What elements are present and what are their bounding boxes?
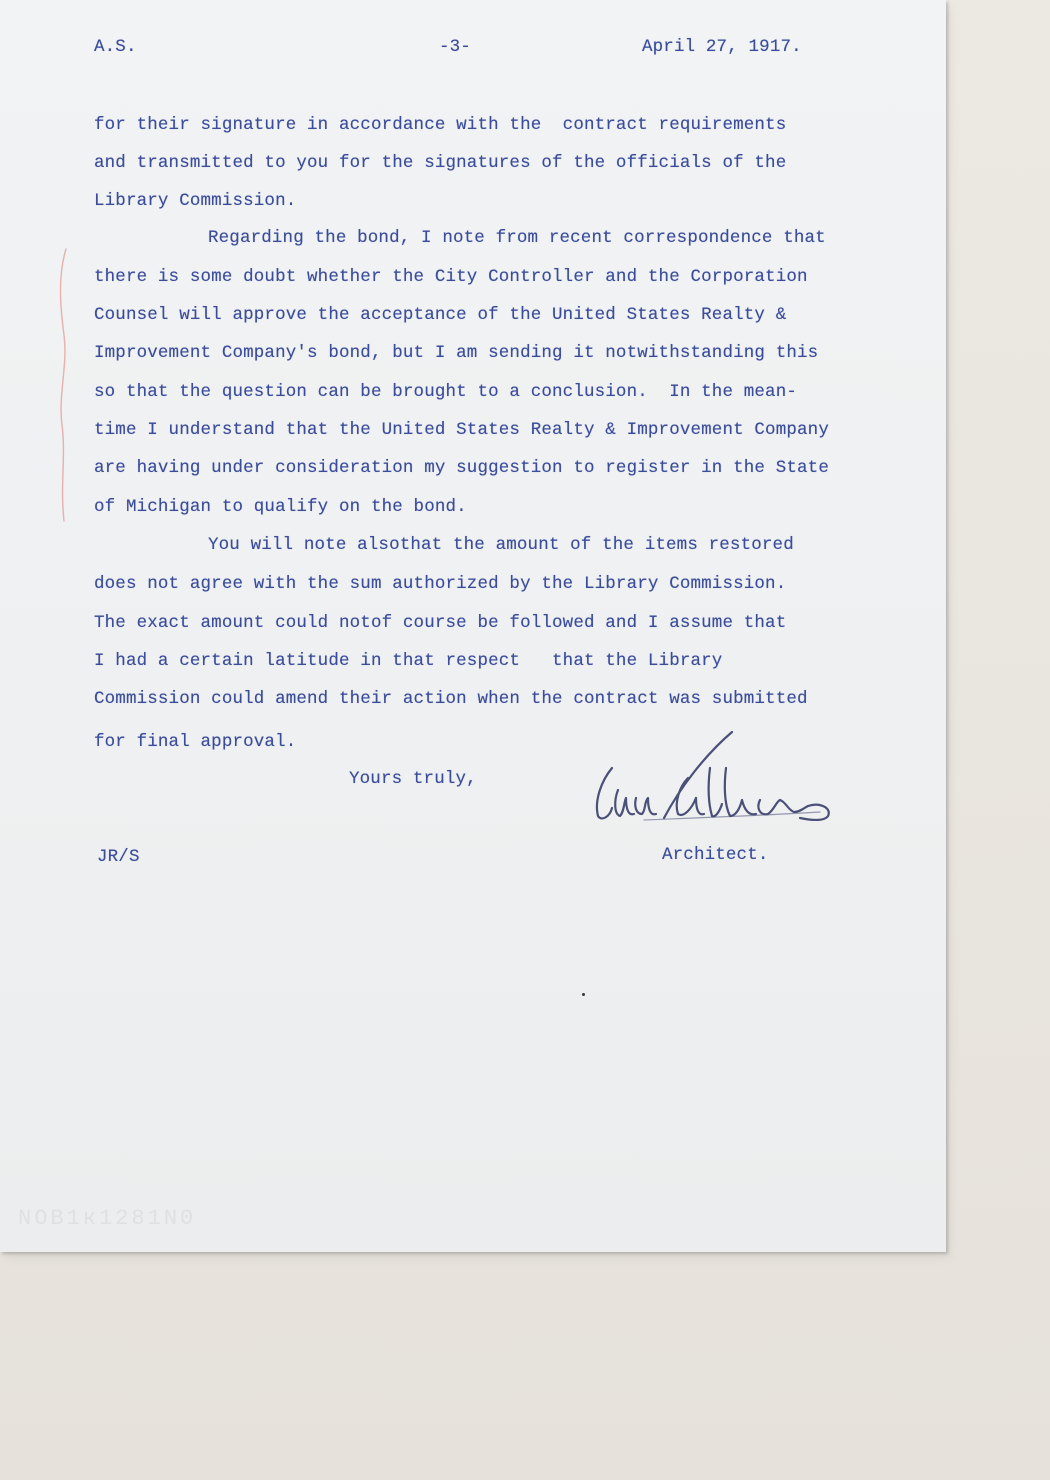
body-line: does not agree with the sum authorized by the Library Commission. bbox=[94, 574, 787, 594]
body-line: Regarding the bond, I note from recent correspondence that bbox=[208, 228, 826, 248]
typist-initials: JR/S bbox=[97, 847, 140, 867]
body-line: and transmitted to you for the signatures of the officials of the bbox=[94, 153, 787, 173]
reverse-side-bleed-through: NOB1к1281N0 bbox=[18, 1206, 197, 1231]
body-line: so that the question can be brought to a conclusion. In the mean- bbox=[94, 382, 798, 402]
body-line: The exact amount could notof course be followed and I assume that bbox=[94, 613, 787, 633]
body-line: time I understand that the United States Realty & Improvement Company bbox=[94, 420, 829, 440]
body-line: I had a certain latitude in that respect that the Library bbox=[94, 651, 723, 671]
header-left: A.S. bbox=[94, 37, 137, 57]
body-line: You will note alsothat the amount of the items restored bbox=[208, 535, 794, 555]
body-line: Library Commission. bbox=[94, 191, 297, 211]
body-line: Counsel will approve the acceptance of the United States Realty & bbox=[94, 305, 787, 325]
closing-salutation: Yours truly, bbox=[349, 769, 477, 789]
ink-speck bbox=[582, 993, 585, 996]
page-number: -3- bbox=[439, 37, 471, 57]
body-line: of Michigan to qualify on the bond. bbox=[94, 497, 467, 517]
body-line: Improvement Company's bond, but I am sending it notwithstanding this bbox=[94, 343, 819, 363]
body-line: for their signature in accordance with the contract requirements bbox=[94, 115, 787, 135]
letter-date: April 27, 1917. bbox=[642, 37, 802, 57]
body-line: for final approval. bbox=[94, 732, 297, 752]
margin-pencil-mark bbox=[52, 245, 72, 525]
handwritten-signature bbox=[584, 728, 836, 830]
signer-title: Architect. bbox=[662, 845, 769, 865]
body-line: there is some doubt whether the City Controller and the Corporation bbox=[94, 267, 808, 287]
body-line: Commission could amend their action when the contract was submitted bbox=[94, 689, 808, 709]
body-line: are having under consideration my suggestion to register in the State bbox=[94, 458, 829, 478]
